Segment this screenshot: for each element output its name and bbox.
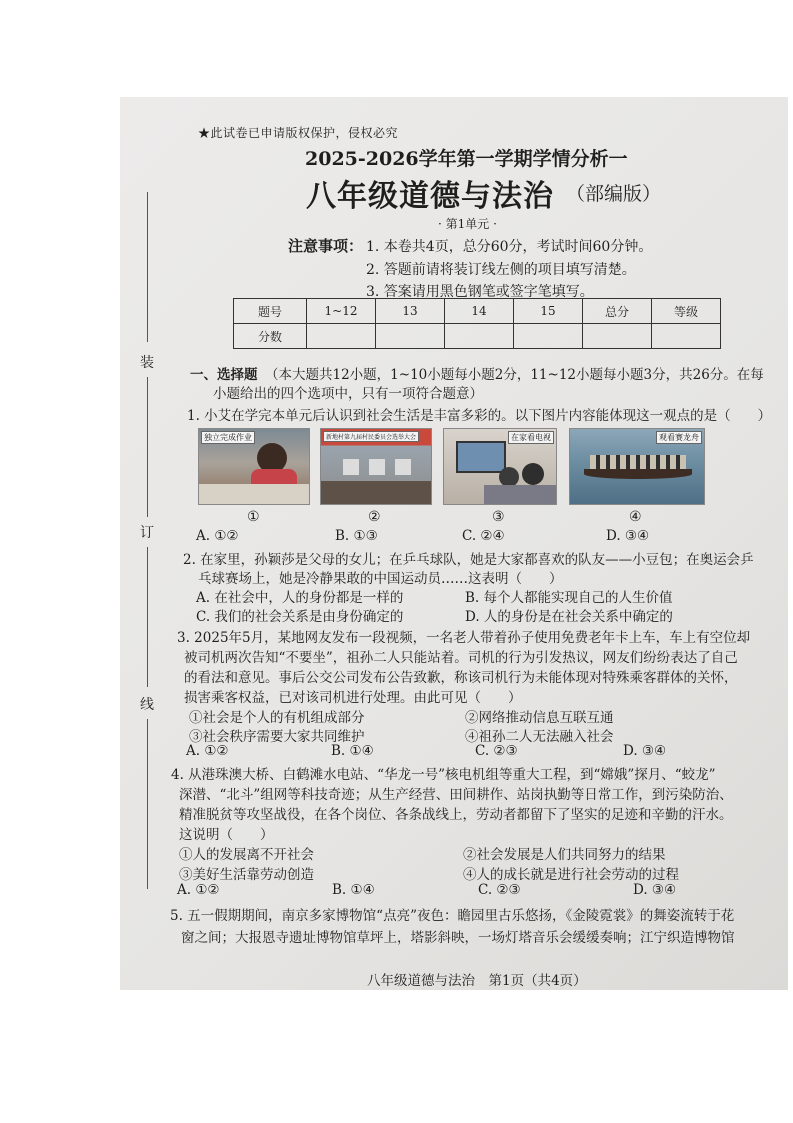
choice-item: ④人的成长就是进行社会劳动的过程 [463, 867, 679, 883]
unit-label: · 第1单元 · [438, 217, 497, 231]
photo-election [320, 428, 432, 505]
notes-label: 注意事项： [288, 237, 364, 255]
image-number: ② [368, 509, 381, 525]
question-stem: 4. 从港珠澳大桥、白鹤滩水电站、“华龙一号”核电机组等重大工程，到“嫦娥”探月、“蛟龙” [171, 767, 716, 783]
question-stem: 损害乘客权益，已对该司机进行处理。由此可见（ ） [184, 690, 522, 706]
option-b: B. ①④ [331, 743, 374, 759]
photo-caption: 新地村第九届村民委员会选举大会 [323, 431, 419, 442]
option-a: A. ①② [177, 882, 220, 898]
option-d: D. ③④ [606, 528, 650, 544]
question-stem: 这说明（ ） [179, 827, 274, 843]
photo-caption: 在家看电视 [508, 431, 554, 444]
table-cell: 等级 [652, 299, 721, 324]
choice-item: ①人的发展离不开社会 [179, 847, 314, 863]
image-number: ④ [629, 509, 642, 525]
table-cell: 总分 [583, 299, 652, 324]
binding-char: 线 [140, 697, 154, 713]
copyright-notice: ★此试卷已申请版权保护，侵权必究 [198, 126, 399, 140]
question-stem: 窗之间；大报恩寺遗址博物馆草坪上，塔影斜映，一场灯塔音乐会缓缓奏响；江宁织造博物馆 [181, 930, 735, 946]
option-c: C. ②③ [478, 882, 521, 898]
table-cell: 15 [514, 299, 583, 324]
score-cell [376, 324, 445, 349]
option-c: C. ②③ [475, 743, 518, 759]
binding-line [147, 719, 148, 889]
option-d: D. 人的身份是在社会关系中确定的 [465, 609, 673, 625]
photo-dragon-boat [569, 428, 705, 505]
choice-item: ②网络推动信息互联互通 [465, 710, 614, 726]
table-cell: 13 [376, 299, 445, 324]
photo-tv [443, 428, 557, 505]
table-cell: 题号 [234, 299, 307, 324]
note-item: 3. 答案请用黑色钢笔或签字笔填写。 [366, 284, 594, 300]
option-c: C. ②④ [462, 528, 505, 544]
question-stem: 被司机两次告知“不要坐”，祖孙二人只能站着。司机的行为引发热议，网友们纷纷表达了自己 [184, 650, 738, 666]
table-cell: 分数 [234, 324, 307, 349]
binding-char: 订 [140, 525, 154, 541]
question-stem: 2. 在家里，孙颖莎是父母的女儿；在乒乓球队，她是大家都喜欢的队友——小豆包；在奥运会乒 [183, 552, 754, 568]
option-d: D. ③④ [633, 882, 677, 898]
score-cell [445, 324, 514, 349]
binding-line [147, 547, 148, 687]
page-footer: 八年级道德与法治 第1页（共4页） [367, 973, 587, 989]
option-a: A. 在社会中，人的身份都是一样的 [196, 590, 404, 606]
choice-item: ①社会是个人的有机组成部分 [189, 710, 365, 726]
question-stem: 5. 五一假期期间，南京多家博物馆“点亮”夜色：瞻园里古乐悠扬，《金陵霓裳》的舞姿流转于花 [170, 908, 735, 924]
choice-item: ②社会发展是人们共同努力的结果 [463, 847, 666, 863]
table-cell: 1~12 [307, 299, 376, 324]
option-a: A. ①② [196, 528, 239, 544]
choice-item: ③美好生活靠劳动创造 [179, 867, 314, 883]
binding-line [147, 192, 148, 342]
option-b: B. ①③ [335, 528, 378, 544]
question-stem: 1. 小艾在学完本单元后认识到社会生活是丰富多彩的。以下图片内容能体现这一观点的是（ ） [187, 408, 772, 424]
question-stem: 乓球赛场上，她是冷静果敢的中国运动员……这表明（ ） [198, 571, 563, 587]
section-description: （本大题共12小题，1~10小题每小题2分，11~12小题每小题3分，共26分。在每 [265, 367, 764, 383]
option-d: D. ③④ [623, 743, 667, 759]
question-stem: 精准脱贫等攻坚战役，在各个岗位、各条战线上，劳动者都留下了坚实的足迹和辛勤的汗水。 [179, 807, 733, 823]
choice-item: ③社会秩序需要大家共同维护 [189, 729, 365, 745]
image-number: ① [247, 509, 260, 525]
photo-homework [198, 428, 310, 505]
score-cell [307, 324, 376, 349]
score-table-header-row [234, 299, 721, 324]
section-title: 一、选择题 [190, 367, 258, 383]
choice-item: ④祖孙二人无法融入社会 [465, 729, 614, 745]
edition-label: （部编版） [566, 183, 662, 205]
note-item: 2. 答题前请将装订线左侧的项目填写清楚。 [366, 262, 636, 278]
question-stem: 深潜、“北斗”组网等科技奇迹；从生产经营、田间耕作、站岗执勤等日常工作，到污染防治、 [179, 787, 733, 803]
option-b: B. 每个人都能实现自己的人生价值 [465, 590, 673, 606]
score-table-score-row [234, 324, 721, 349]
question-stem: 的看法和意见。事后公交公司发布公告致歉，称该司机行为未能体现对特殊乘客群体的关怀， [184, 670, 738, 686]
binding-line [147, 377, 148, 517]
exam-paper [120, 97, 788, 990]
photo-caption: 观看赛龙舟 [656, 431, 702, 444]
score-table [233, 298, 721, 349]
exam-main-title: 八年级道德与法治 [306, 179, 554, 214]
score-cell [652, 324, 721, 349]
option-c: C. 我们的社会关系是由身份确定的 [196, 609, 404, 625]
score-cell [514, 324, 583, 349]
exam-year-title: 2025-2026学年第一学期学情分析一 [305, 148, 628, 170]
photo-caption: 独立完成作业 [201, 431, 255, 444]
question-stem: 3. 2025年5月，某地网友发布一段视频，一名老人带着孙子使用免费老年卡上车，车上有空位却 [177, 630, 751, 646]
option-a: A. ①② [186, 743, 229, 759]
section-description: 小题给出的四个选项中，只有一项符合题意） [213, 386, 483, 402]
score-cell [583, 324, 652, 349]
table-cell: 14 [445, 299, 514, 324]
note-item: 1. 本卷共4页，总分60分，考试时间60分钟。 [366, 239, 653, 255]
image-number: ③ [492, 509, 505, 525]
binding-char: 装 [140, 355, 154, 371]
option-b: B. ①④ [332, 882, 375, 898]
